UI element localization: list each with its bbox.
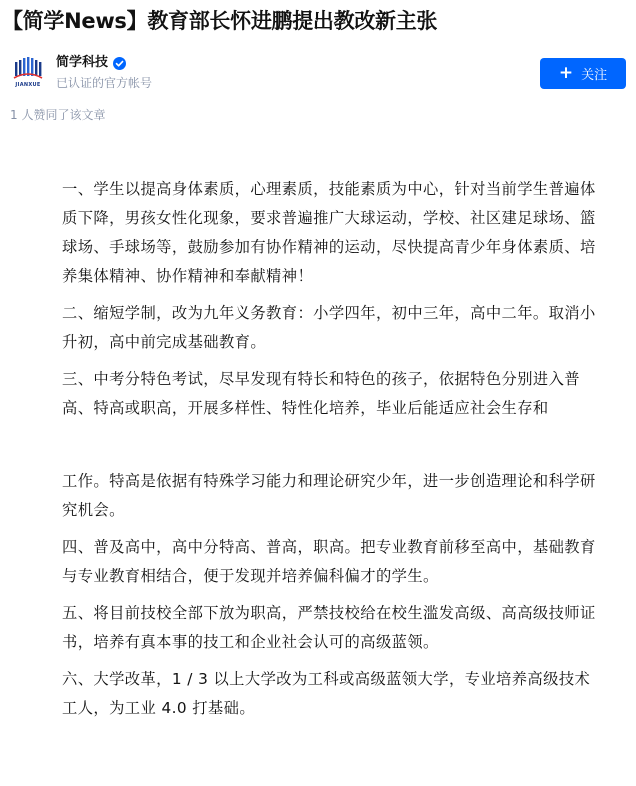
verified-badge-icon — [113, 57, 126, 70]
author-card — [10, 54, 626, 94]
follow-button[interactable] — [540, 58, 626, 89]
likes-count[interactable]: 1 人赞同了该文章 — [10, 108, 106, 122]
article-content — [62, 175, 602, 731]
plus-icon: + — [558, 63, 574, 83]
paragraph: 工作。特高是依据有特殊学习能力和理论研究少年，进一步创造理论和科学研究机会。 — [62, 472, 596, 519]
author-name[interactable]: 简学科技 — [56, 55, 109, 70]
jianxue-logo-icon — [13, 56, 43, 82]
paragraph: 六、大学改革，1 / 3 以上大学改为工科或高级蓝领大学，专业培养高级技术工人，为工业 4.0 打基础。 — [62, 670, 591, 717]
author-name-row — [56, 54, 126, 72]
paragraph: 二、缩短学制，改为九年义务教育：小学四年，初中三年，高中二年。取消小升初，高中前完成基础教育。 — [62, 304, 596, 351]
paragraph: 四、普及高中，高中分特高、普高，职高。把专业教育前移至高中，基础教育与专业教育相结合，便于发现并培养偏科偏才的学生。 — [62, 538, 596, 585]
author-description: 已认证的官方帐号 — [56, 76, 153, 90]
author-avatar[interactable] — [10, 56, 46, 92]
paragraph: 五、将目前技校全部下放为职高，严禁技校给在校生滥发高级、高高级技师证书，培养有真本事的技工和企业社会认可的高级蓝领。 — [62, 604, 596, 651]
follow-button-label: 关注 — [581, 68, 608, 83]
paragraph: 三、中考分特色考试，尽早发现有特长和特色的孩子，依据特色分别进入普高、特高或职高，开展多样性、特性化培养，毕业后能适应社会生存和 — [62, 370, 580, 417]
article-title: 【简学News】教育部长怀进鹏提出教改新主张 — [2, 9, 438, 33]
paragraph: 一、学生以提高身体素质，心理素质，技能素质为中心，针对当前学生普遍体质下降，男孩女性化现象，要求普遍推广大球运动，学校、社区建足球场、篮球场、手球场等，鼓励参加有协作精神的运动，尽快提高青少年身体素质、培养集体精神、协作精神和奉献精神！ — [62, 180, 596, 285]
avatar-text: JIANXUE — [15, 82, 41, 88]
